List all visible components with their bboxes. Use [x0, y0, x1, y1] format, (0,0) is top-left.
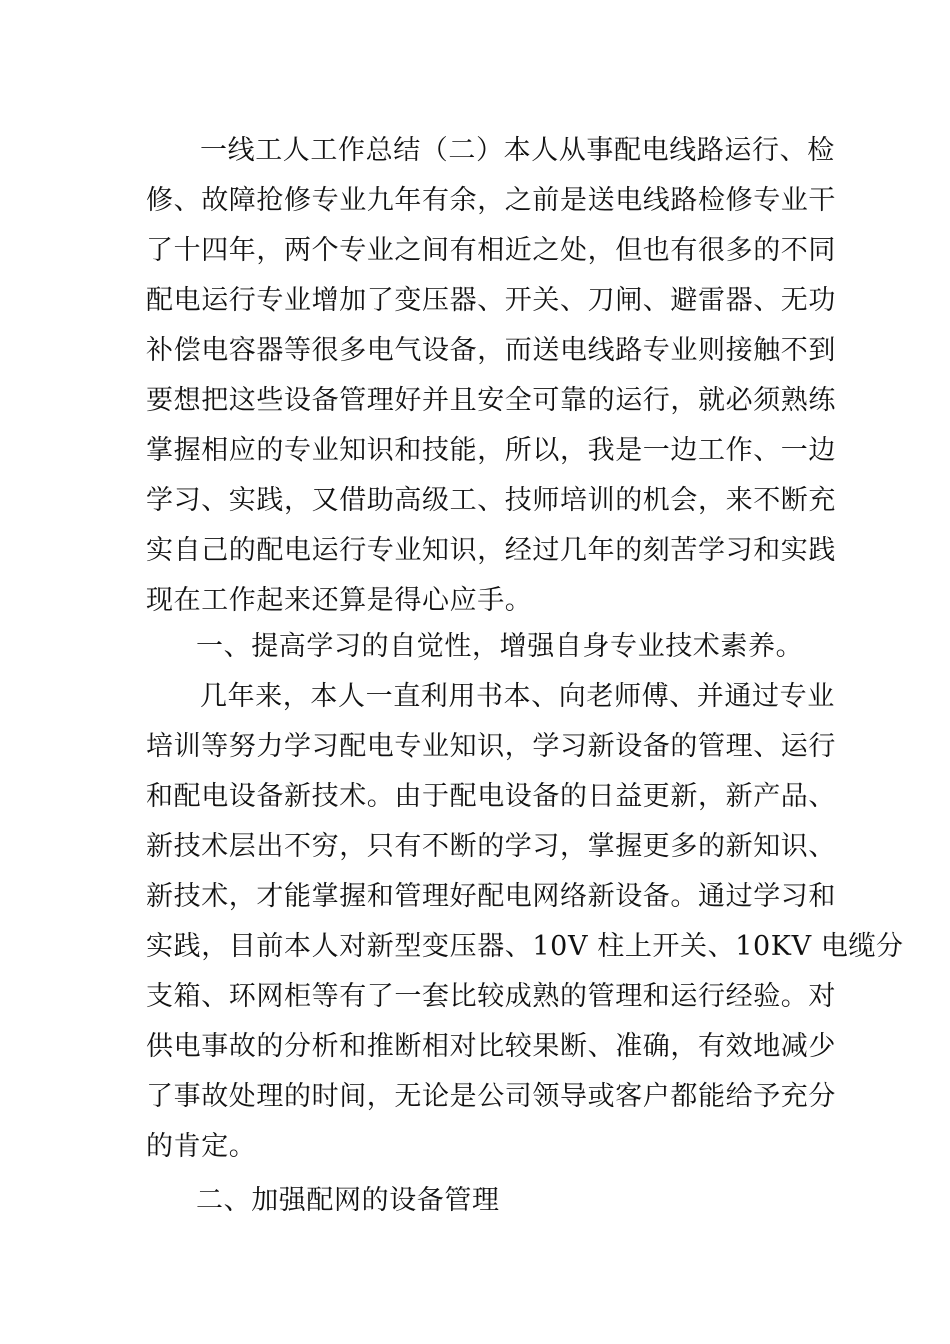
text-line: 实践，目前本人对新型变压器、10V 柱上开关、10KV 电缆分 [146, 931, 904, 962]
text-line: 培训等努力学习配电专业知识，学习新设备的管理、运行 [146, 731, 836, 762]
text-line: 配电运行专业增加了变压器、开关、刀闸、避雷器、无功 [146, 285, 836, 316]
text-line: 了事故处理的时间，无论是公司领导或客户都能给予充分 [146, 1081, 836, 1112]
text-line: 新技术，才能掌握和管理好配电网络新设备。通过学习和 [146, 881, 836, 912]
text-line: 的肯定。 [146, 1131, 257, 1162]
section-heading-1: 一、提高学习的自觉性，增强自身专业技术素养。 [196, 631, 804, 662]
text-line: 一线工人工作总结（二）本人从事配电线路运行、检 [200, 135, 835, 166]
text-line: 学习、实践，又借助高级工、技师培训的机会，来不断充 [146, 485, 836, 516]
text-line: 几年来，本人一直利用书本、向老师傅、并通过专业 [200, 681, 835, 712]
text-line: 补偿电容器等很多电气设备，而送电线路专业则接触不到 [146, 335, 836, 366]
text-line: 支箱、环网柜等有了一套比较成熟的管理和运行经验。对 [146, 981, 836, 1012]
text-line: 要想把这些设备管理好并且安全可靠的运行，就必须熟练 [146, 385, 836, 416]
text-line: 供电事故的分析和推断相对比较果断、准确，有效地减少 [146, 1031, 836, 1062]
text-line: 实自己的配电运行专业知识，经过几年的刻苦学习和实践 [146, 535, 836, 566]
text-line: 修、故障抢修专业九年有余，之前是送电线路检修专业干 [146, 185, 836, 216]
text-line: 现在工作起来还算是得心应手。 [146, 585, 533, 616]
text-line: 和配电设备新技术。由于配电设备的日益更新，新产品、 [146, 781, 836, 812]
text-line: 新技术层出不穷，只有不断的学习，掌握更多的新知识、 [146, 831, 836, 862]
text-line: 掌握相应的专业知识和技能，所以，我是一边工作、一边 [146, 435, 836, 466]
text-line: 了十四年，两个专业之间有相近之处，但也有很多的不同 [146, 235, 836, 266]
section-heading-2: 二、加强配网的设备管理 [196, 1185, 500, 1216]
